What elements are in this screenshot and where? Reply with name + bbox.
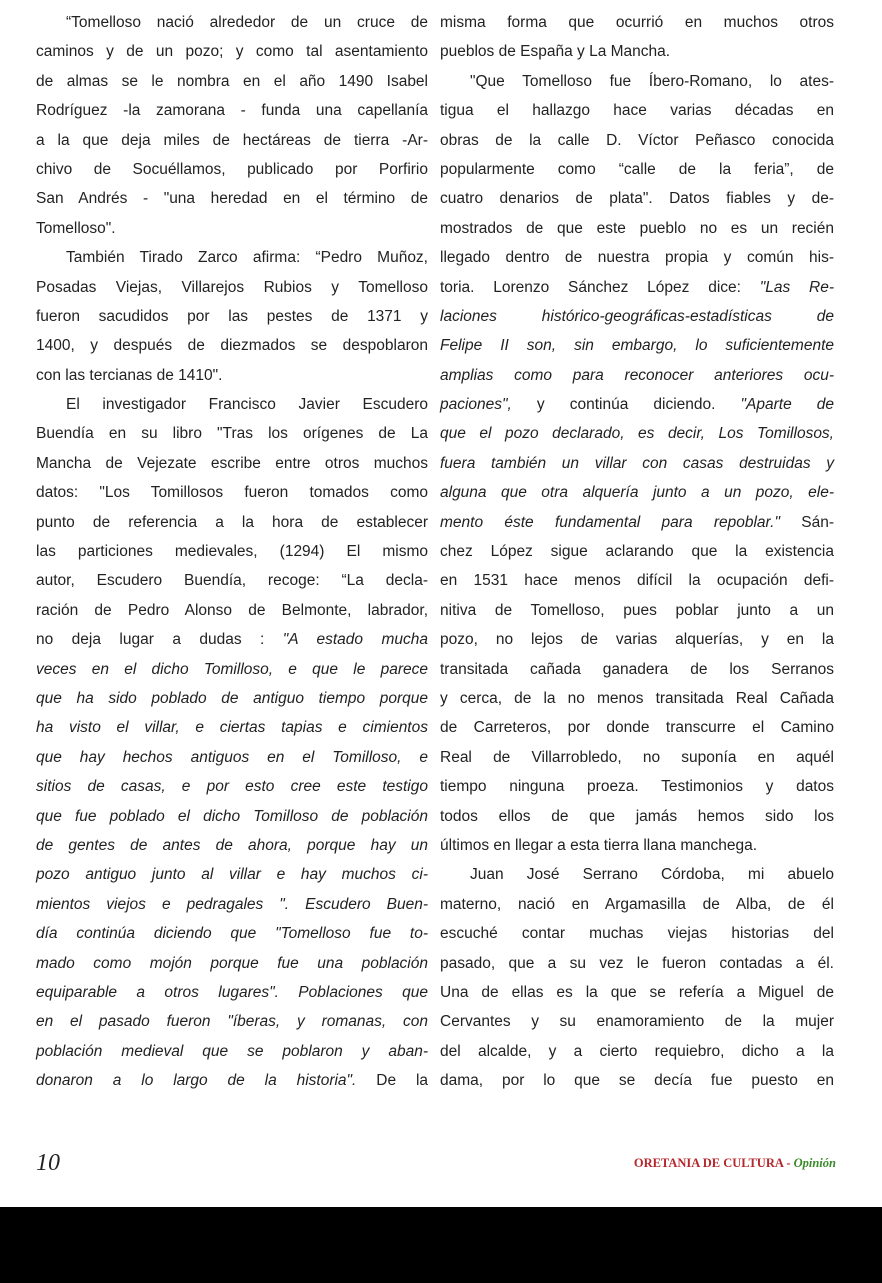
line-segment: últimos en llegar a esta tierra llana manchega.: [440, 836, 758, 854]
line-segment: El investigador Francisco Javier Escudero: [66, 396, 428, 414]
line-segment: fuera también un villar con casas destruidas y: [440, 454, 834, 472]
line-segment: Sán-: [779, 513, 834, 531]
line-segment: que ha sido poblado de antiguo tiempo porque: [36, 689, 428, 707]
line-segment: que hay hechos antiguos en el Tomilloso, e: [36, 748, 428, 766]
right-column-text-line: [440, 713, 834, 742]
left-column-text-line: [36, 1007, 428, 1036]
right-column-text-line: [440, 566, 834, 595]
line-segment: del alcalde, y a cierto requiebro, dicho a la: [440, 1042, 834, 1060]
line-segment: y continúa diciendo.: [511, 396, 741, 414]
left-column-text-line: [36, 890, 428, 919]
left-column-text-line: [36, 596, 428, 625]
line-segment: equiparable a otros lugares". Poblaciones que: [36, 983, 428, 1001]
line-segment: tiempo ninguna proeza. Testimonios y datos: [440, 778, 834, 796]
right-column-text-line: [440, 8, 834, 37]
left-column-text-line: [36, 96, 428, 125]
left-column-text-line: [36, 566, 428, 595]
line-segment: misma forma que ocurrió en muchos otros: [440, 14, 834, 31]
line-segment: Juan José Serrano Córdoba, mi abuelo: [470, 866, 834, 884]
line-segment: de Carreteros, por donde transcurre el Camino: [440, 719, 834, 737]
left-column-text-line: [36, 772, 428, 801]
line-segment: 1400, y después de diezmados se despoblaron: [36, 337, 428, 355]
right-column-text-line: [440, 67, 834, 96]
left-column-text-line: [36, 184, 428, 213]
line-segment: “Tomelloso nació alrededor de un cruce de: [66, 14, 428, 31]
line-segment: mientos viejos e pedragales ". Escudero Buen-: [36, 895, 428, 913]
line-segment: "Que Tomelloso fue Íbero-Romano, lo ates-: [470, 72, 834, 90]
right-column-text-line: [440, 96, 834, 125]
right-column-text-line: [440, 1007, 834, 1036]
left-column-text-line: [36, 949, 428, 978]
left-column-text-line: [36, 802, 428, 831]
left-column-text-line: [36, 978, 428, 1007]
right-column-text-line: [440, 478, 834, 507]
right-column: [440, 8, 834, 1095]
line-segment: donaron a lo largo de la historia".: [36, 1072, 357, 1090]
line-segment: caminos y de un pozo; y como tal asentamiento: [36, 43, 428, 61]
left-column-text-line: [36, 155, 428, 184]
line-segment: todos ellos de que jamás hemos sido los: [440, 807, 834, 825]
line-segment: y cerca, de la no menos transitada Real Cañada: [440, 689, 834, 707]
line-segment: ha visto el villar, e ciertas tapias e cimientos: [36, 719, 428, 737]
line-segment: transitada cañada ganadera de los Serranos: [440, 660, 834, 678]
line-segment: toria. Lorenzo Sánchez López dice:: [440, 278, 760, 296]
right-column-text-line: [440, 596, 834, 625]
line-segment: veces en el dicho Tomilloso, e que le parece: [36, 660, 428, 678]
right-column-text-line: [440, 831, 834, 860]
left-column-text-line: [36, 8, 428, 37]
left-column: [36, 8, 428, 1095]
line-segment: día continúa diciendo que "Tomelloso fue to-: [36, 925, 428, 943]
line-segment: en el pasado fueron "íberas, y romanas, con: [36, 1013, 428, 1031]
left-column-text-line: [36, 1066, 428, 1095]
right-column-text-line: [440, 537, 834, 566]
line-segment: Buendía en su libro "Tras los orígenes de La: [36, 425, 428, 443]
line-segment: "Aparte de: [740, 396, 835, 414]
line-segment: población medieval que se poblaron y aban-: [36, 1042, 428, 1060]
line-segment: en 1531 hace menos difícil la ocupación defi-: [440, 572, 834, 590]
right-column-text-line: [440, 743, 834, 772]
line-segment: Felipe II son, sin embargo, lo suficientemente: [440, 337, 834, 355]
line-segment: escuché contar muchas viejas historias del: [440, 925, 834, 943]
line-segment: amplias como para reconocer anteriores ocu-: [440, 366, 834, 384]
left-column-text-line: [36, 831, 428, 860]
left-column-text-line: [36, 713, 428, 742]
line-segment: Rodríguez -la zamorana - funda una capellanía: [36, 102, 428, 120]
left-column-text-line: [36, 273, 428, 302]
left-column-text-line: [36, 1037, 428, 1066]
line-segment: a la que deja miles de hectáreas de tierra -Ar-: [36, 131, 428, 149]
right-column-text-line: [440, 155, 834, 184]
line-segment: "A estado mucha: [282, 631, 428, 649]
left-column-text-line: [36, 67, 428, 96]
left-column-text-line: [36, 478, 428, 507]
line-segment: alguna que otra alquería junto a un pozo, ele-: [440, 484, 834, 502]
left-column-text-line: [36, 419, 428, 448]
left-column-text-line: [36, 537, 428, 566]
right-column-text-line: [440, 802, 834, 831]
line-segment: mostrados de que este pueblo no es un recién: [440, 219, 834, 237]
right-column-text-line: [440, 273, 834, 302]
left-column-text-line: [36, 449, 428, 478]
right-column-text-line: [440, 625, 834, 654]
left-column-text-line: [36, 684, 428, 713]
credit-separator: -: [783, 1156, 794, 1170]
line-segment: autor, Escudero Buendía, recoge: “La decla-: [36, 572, 428, 590]
left-column-text-line: [36, 919, 428, 948]
right-column-text-line: [440, 1066, 834, 1095]
line-segment: obras de la calle D. Víctor Peñasco conocida: [440, 131, 834, 149]
line-segment: datos: "Los Tomillosos fueron tomados como: [36, 484, 428, 502]
left-column-text-line: [36, 743, 428, 772]
line-segment: popularmente como “calle de la feria”, de: [440, 160, 834, 178]
line-segment: con las tercianas de 1410".: [36, 366, 223, 384]
right-column-text-line: [440, 302, 834, 331]
publication-credit: [634, 1156, 836, 1171]
bottom-black-band: [0, 1207, 882, 1283]
right-column-text-line: [440, 449, 834, 478]
left-column-text-line: [36, 243, 428, 272]
line-segment: ración de Pedro Alonso de Belmonte, labrador,: [36, 601, 428, 619]
line-segment: fueron sacudidos por las pestes de 1371 y: [36, 307, 428, 325]
left-column-text-line: [36, 361, 428, 390]
line-segment: Tomelloso".: [36, 219, 116, 237]
line-segment: nitiva de Tomelloso, pues poblar junto a un: [440, 601, 834, 619]
right-column-text-line: [440, 37, 834, 66]
right-column-text-line: [440, 331, 834, 360]
right-column-text-line: [440, 772, 834, 801]
line-segment: pueblos de España y La Mancha.: [440, 43, 671, 61]
right-column-text-line: [440, 1037, 834, 1066]
line-segment: chez López sigue aclarando que la existencia: [440, 543, 834, 561]
right-column-text-line: [440, 978, 834, 1007]
left-column-text-line: [36, 390, 428, 419]
right-column-text-line: [440, 508, 834, 537]
left-column-text-line: [36, 331, 428, 360]
right-column-text-line: [440, 243, 834, 272]
line-segment: chivo de Socuéllamos, publicado por Porfirio: [36, 160, 428, 178]
left-column-text-line: [36, 655, 428, 684]
line-segment: De la: [356, 1072, 429, 1090]
line-segment: mado como mojón porque fue una población: [36, 954, 428, 972]
line-segment: Mancha de Vejezate escribe entre otros muchos: [36, 454, 428, 472]
right-column-text-line: [440, 390, 834, 419]
right-column-text-line: [440, 684, 834, 713]
section-name: Opinión: [793, 1156, 836, 1170]
right-column-text-line: [440, 184, 834, 213]
line-segment: de almas se le nombra en el año 1490 Isabel: [36, 72, 428, 90]
right-column-text-line: [440, 860, 834, 889]
line-segment: También Tirado Zarco afirma: “Pedro Muñoz,: [66, 249, 428, 267]
line-segment: Una de ellas es la que se refería a Miguel de: [440, 983, 834, 1001]
line-segment: sitios de casas, e por esto cree este testigo: [36, 778, 428, 796]
line-segment: Cervantes y su enamoramiento de la mujer: [440, 1013, 834, 1031]
line-segment: no deja lugar a dudas :: [36, 631, 283, 649]
right-column-text-line: [440, 655, 834, 684]
left-column-text-line: [36, 302, 428, 331]
line-segment: pasado, que a su vez le fueron contadas a él.: [440, 954, 834, 972]
line-segment: tigua el hallazgo hace varias décadas en: [440, 102, 834, 120]
right-column-text-line: [440, 919, 834, 948]
line-segment: mento éste fundamental para repoblar.": [440, 513, 780, 531]
line-segment: materno, nació en Argamasilla de Alba, de él: [440, 895, 834, 913]
left-column-text-line: [36, 37, 428, 66]
right-column-text-line: [440, 949, 834, 978]
left-column-text-line: [36, 508, 428, 537]
line-segment: cuatro denarios de plata". Datos fiables y de-: [440, 190, 834, 208]
line-segment: llegado dentro de nuestra propia y común his-: [440, 249, 834, 267]
line-segment: Real de Villarrobledo, no suponía en aquél: [440, 748, 834, 766]
line-segment: dama, por lo que se decía fue puesto en: [440, 1072, 834, 1090]
right-column-text-line: [440, 126, 834, 155]
left-column-text-line: [36, 214, 428, 243]
right-column-text-line: [440, 419, 834, 448]
left-column-text-line: [36, 860, 428, 889]
line-segment: las particiones medievales, (1294) El mismo: [36, 543, 428, 561]
line-segment: laciones histórico-geográficas-estadísticas de: [440, 307, 834, 325]
left-column-text-line: [36, 126, 428, 155]
line-segment: que el pozo declarado, es decir, Los Tomillosos,: [440, 425, 834, 443]
line-segment: San Andrés - "una heredad en el término de: [36, 190, 428, 208]
right-column-text-line: [440, 361, 834, 390]
line-segment: pozo antiguo junto al villar e hay muchos ci-: [36, 866, 428, 884]
right-column-text-line: [440, 890, 834, 919]
line-segment: pozo, no lejos de varias alquerías, y en la: [440, 631, 834, 649]
publication-name: ORETANIA DE CULTURA: [633, 1156, 784, 1170]
line-segment: "Las Re-: [759, 278, 834, 296]
right-column-text-line: [440, 214, 834, 243]
left-column-text-line: [36, 625, 428, 654]
line-segment: punto de referencia a la hora de establecer: [36, 513, 428, 531]
page-footer: [36, 1150, 836, 1182]
line-segment: de gentes de antes de ahora, porque hay un: [36, 836, 428, 854]
page-number: 10: [36, 1150, 60, 1176]
line-segment: que fue poblado el dicho Tomilloso de población: [36, 807, 428, 825]
line-segment: paciones",: [440, 396, 512, 414]
line-segment: Posadas Viejas, Villarejos Rubios y Tomelloso: [36, 278, 428, 296]
